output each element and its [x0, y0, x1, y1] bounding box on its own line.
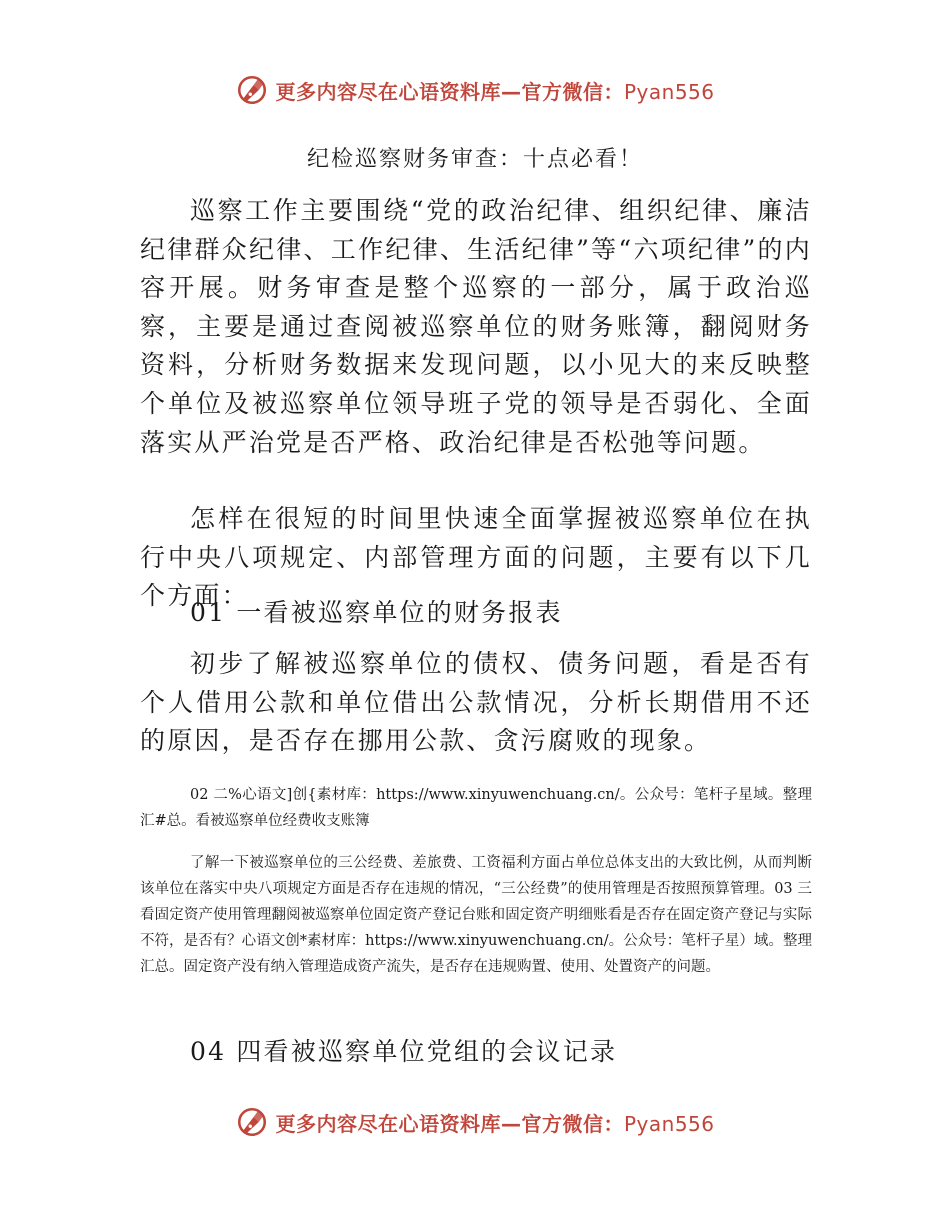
paragraph-section-01: 初步了解被巡察单位的债权、债务问题，看是否有个人借用公款和单位借出公款情况，分析长期借用不还的原因，是否存在挪用公款、贪污腐败的现象。: [140, 649, 812, 756]
paragraph-aspects: 怎样在很短的时间里快速全面掌握被巡察单位在执行中央八项规定、内部管理方面的问题，主要有以下几个方面：: [140, 504, 812, 611]
page-title: 纪检巡察财务审查：十点必看！: [306, 147, 643, 172]
pen-nib-logo-icon: [235, 1105, 269, 1139]
section-heading-04: 04 四看被巡察单位党组的会议记录: [190, 1037, 618, 1066]
paragraph-section-02-heading: 02 二%心语文]创{素材库：https://www.xinyuwenchuang.cn/。公众号：笔杆子星域。整理汇#总。看被巡察单位经费收支账簿: [140, 787, 812, 829]
paragraph-intro: 巡察工作主要围绕“党的政治纪律、组织纪律、廉洁纪律群众纪律、工作纪律、生活纪律”等“六项纪律”的内容开展。财务审查是整个巡察的一部分，属于政治巡察，主要是通过查阅被巡察单位的财务账簿，翻阅财务资料，分析财务数据来发现问题，以小见大的来反映整个单位及被巡察单位领导班子党的领导是否弱化、全面落实从严治党是否严格、政治纪律是否松弛等问题。: [140, 196, 812, 457]
header-banner: [0, 70, 950, 110]
section-heading-01: 01 一看被巡察单位的财务报表: [190, 598, 563, 627]
paragraph-section-02-03: 了解一下被巡察单位的三公经费、差旅费、工资福利方面占单位总体支出的大致比例，从而判断该单位在落实中央八项规定方面是否存在违规的情况，“三公经费”的使用管理是否按照预算管理。03 三看固定资产使用管理翻阅被巡察单位固定资产登记台账和固定资产明细账看是否存在固定资产登记与实际不符，是否有？心语文创*素材库：https://www.xinyuwenchuang.cn/。公众号：笔杆子星）域。整理汇总。固定资产没有纳入管理造成资产流失，是否存在违规购置、使用、处置资产的问题。: [140, 855, 812, 975]
footer-banner: [0, 1102, 950, 1142]
banner-text: 更多内容尽在心语资料库—官方微信：Pyan556: [275, 1111, 715, 1136]
banner-text: 更多内容尽在心语资料库—官方微信：Pyan556: [275, 79, 715, 104]
pen-nib-logo-icon: [235, 73, 269, 107]
